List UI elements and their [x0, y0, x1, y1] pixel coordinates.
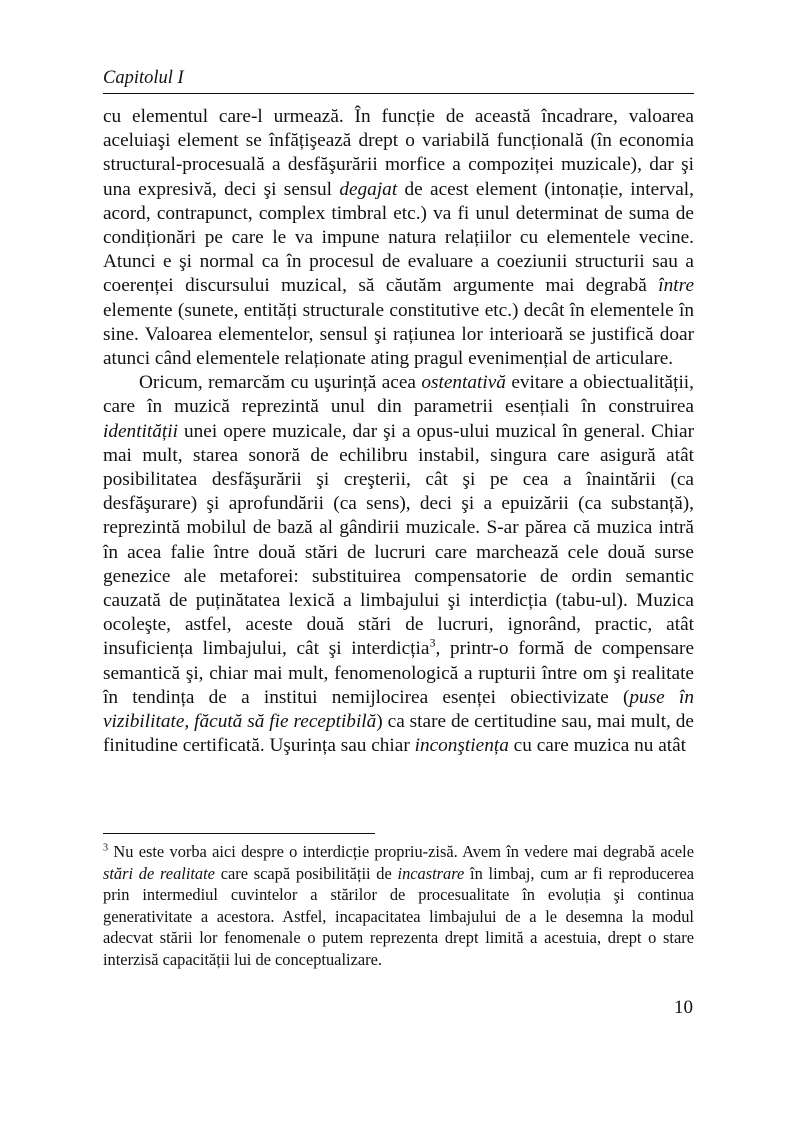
italic-emphasis: incastrare [397, 863, 465, 883]
text-run: , printr-o formă de compensare semantică şi, chiar mai mult, fenomenologică a rupturii între om şi realitate în tendința de a institui nemijlocirea esenței obiectivizate ( [103, 638, 694, 708]
body-paragraph [103, 105, 694, 371]
italic-emphasis: stări de realitate [103, 863, 215, 883]
footnote-text [103, 841, 694, 970]
body-paragraph [103, 371, 694, 758]
text-run: unei opere muzicale, dar şi a opus-ului muzical în general. Chiar mai mult, starea sonoră de echilibru instabil, singura care asigură atât posibilitatea desfăşurării şi creşterii, cât şi pe cea a înaintării (ca desfăşurare) şi aprofundării (ca sens), deci şi a epuizării (ca substanță), reprezintă mobilul de bază al gândirii muzicale. S-ar părea că muzica intră în acea falie între două stări de lucruri care marchează cele două surse genezice ale metaforei: substituirea compensatorie de ordin semantic cauzată de puținătatea lexică a limbajului şi interdicția (tabu-ul). Muzica ocoleşte, astfel, aceste două stări de lucruri, ignorând, practic, atât insuficiența limbajului, cât şi interdicția [103, 420, 694, 660]
text-run: cu elementul care-l urmează. În funcție de această încadrare, valoarea aceluiaşi element se înfățişează drept o variabilă funcțională (în economia structural-procesuală a desfăşurării morfice a compoziței muzicale), dar şi una expresivă, deci şi sensul [103, 106, 694, 200]
header-divider [103, 93, 694, 94]
text-run: ) ca stare de certitudine sau, mai mult, de finitudine certificată. Uşurința sau chiar [103, 711, 694, 757]
footnote-divider [103, 833, 375, 834]
footnote-marker: 3 [429, 636, 436, 651]
text-run: cu care muzica nu atât [508, 735, 687, 757]
italic-emphasis: inconştiența [414, 735, 509, 757]
text-run: elemente (sunete, entități structurale constitutive etc.) decât în elementele în sine. Valoarea elementelor, sensul şi rațiunea lor interioară se justifică doar atunci când elementele relaționate ating pragul evenimențial de articulare. [103, 299, 694, 370]
italic-emphasis: degajat [339, 178, 398, 200]
text-run: Oricum, remarcăm cu uşurință acea [139, 372, 422, 394]
text-run: care scapă posibilității de [214, 863, 398, 883]
running-header: Capitolul I [103, 68, 184, 88]
footnote-marker: 3 [103, 842, 109, 854]
italic-emphasis: ostentativă [421, 372, 506, 394]
main-text [103, 105, 694, 758]
text-run: în limbaj, cum ar fi reproducerea prin intermediul cuvintelor a stărilor de procesualitate în evoluția şi continua generativitate a acestora. Astfel, incapacitatea limbajului de a le desemna la modul adecvat stării lor fenomenale o putem reprezenta drept limită a acestuia, drept o stare interzisă capacității lui de conceptualizare. [103, 863, 695, 969]
page-number: 10 [674, 997, 693, 1018]
footnote [103, 841, 694, 970]
text-run: de acest element (intonație, interval, acord, contrapunct, complex timbral etc.) va fi unul determinat de suma de condiționări pe care le va impune natura relațiilor cu elementele vecine. Atunci e şi normal ca în procesul de evaluare a coeziunii structurii sau a coerenței discursului muzical, să căutăm argumente mai degrabă [103, 178, 694, 297]
italic-emphasis: puse în vizibilitate, făcută să fie receptibilă [103, 686, 694, 733]
italic-emphasis: între [658, 275, 694, 297]
text-run: Nu este vorba aici despre o interdicție propriu-zisă. Avem în vedere mai degrabă acele [108, 842, 694, 861]
italic-emphasis: identității [103, 420, 178, 442]
text-run: evitare a obiectualității, care în muzică reprezintă unul din parametrii esențiali în construirea [103, 372, 694, 418]
